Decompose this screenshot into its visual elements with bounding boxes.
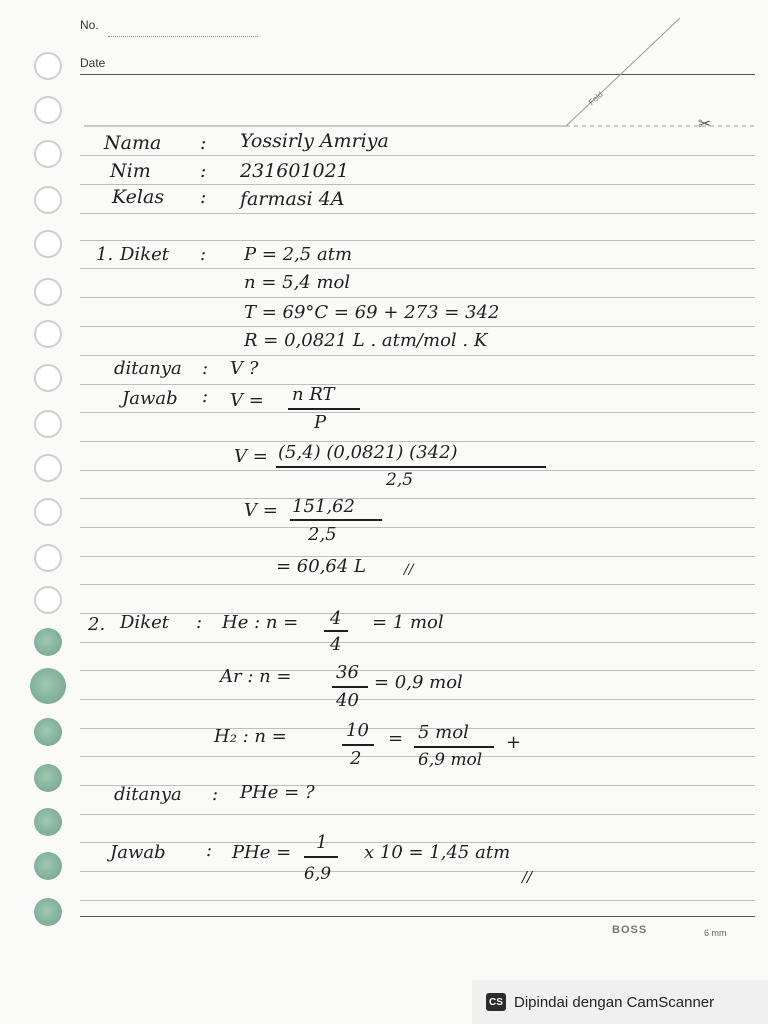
- ruled-line: [80, 213, 755, 214]
- ruled-line: [80, 670, 755, 671]
- binder-hole: [34, 186, 62, 214]
- p2-diket-label: Diket: [120, 612, 169, 633]
- nim-label: Nim: [110, 160, 151, 182]
- p1-diket-sep: :: [200, 244, 207, 265]
- p1-formula-denominator: P: [314, 412, 327, 433]
- p2-ditanya-sep: :: [212, 784, 219, 805]
- ruled-line: [80, 527, 755, 528]
- p1-step1-denominator: 2,5: [386, 470, 414, 490]
- binder-hole: [34, 410, 62, 438]
- p1-jawab-sep: :: [202, 386, 209, 407]
- p2-answer-lhs: PHe =: [232, 842, 292, 863]
- camscanner-logo-icon: CS: [486, 993, 506, 1011]
- class-sep: :: [200, 186, 207, 208]
- binder-hole: [34, 498, 62, 526]
- p2-helium-result: = 1 mol: [372, 612, 444, 633]
- binder-hole: [34, 278, 62, 306]
- binder-hole: [34, 364, 62, 392]
- binder-hole: [34, 586, 62, 614]
- fold-label: Fold: [586, 90, 605, 107]
- no-label: No.: [80, 18, 99, 32]
- p2-hydrogen-numerator: 10: [346, 720, 369, 741]
- p2-hydrogen-result-fraction-bar: [414, 746, 494, 748]
- p1-step2-denominator: 2,5: [308, 524, 337, 545]
- name-label: Nama: [104, 132, 162, 154]
- p1-formula-fraction-bar: [288, 408, 360, 410]
- p2-answer-denominator: 6,9: [304, 864, 332, 884]
- p2-hydrogen-result-denominator: 6,9 mol: [418, 750, 483, 770]
- p2-hydrogen-denominator: 2: [350, 748, 362, 769]
- ruled-line: [80, 184, 755, 185]
- p1-formula-numerator: n RT: [292, 384, 335, 405]
- name-sep: :: [200, 132, 207, 154]
- binder-hole: [34, 852, 62, 880]
- scanner-text: Dipindai dengan CamScanner: [514, 993, 715, 1011]
- p1-step1-numerator: (5,4) (0,0821) (342): [278, 442, 458, 463]
- p1-step1-lhs: V =: [234, 446, 268, 467]
- brand-size: 6 mm: [704, 928, 727, 938]
- class-value: farmasi 4A: [240, 188, 345, 210]
- ruled-line: [80, 268, 755, 269]
- scissors-icon: ✂: [698, 116, 712, 133]
- p2-helium-label: He : n =: [222, 612, 299, 633]
- p2-ditanya-value: PHe = ?: [240, 782, 315, 803]
- p2-helium-numerator: 4: [330, 608, 342, 629]
- ruled-line: [80, 871, 755, 872]
- ruled-line: [80, 470, 755, 471]
- binder-hole: [34, 898, 62, 926]
- p1-gas-constant: R = 0,0821 L . atm/mol . K: [244, 330, 488, 351]
- ruled-line: [80, 355, 755, 356]
- p2-hydrogen-fraction-bar: [342, 744, 374, 746]
- p1-result-mark: //: [404, 562, 414, 578]
- binder-hole: [34, 230, 62, 258]
- p1-temperature: T = 69°C = 69 + 273 = 342: [244, 302, 500, 323]
- scanner-watermark: [472, 980, 768, 1024]
- name-value: Yossirly Amriya: [240, 130, 389, 152]
- ruled-line: [80, 584, 755, 585]
- p2-argon-denominator: 40: [336, 690, 359, 711]
- footer-rule: [80, 916, 755, 917]
- p2-hydrogen-equals: =: [388, 728, 404, 749]
- p1-step2-numerator: 151,62: [292, 496, 355, 517]
- p1-pressure: P = 2,5 atm: [244, 244, 353, 265]
- p2-ditanya-label: ditanya: [114, 784, 182, 805]
- p1-ditanya-label: ditanya: [114, 358, 182, 379]
- binder-hole: [34, 544, 62, 572]
- p2-sum-plus: +: [506, 732, 522, 753]
- nim-sep: :: [200, 160, 207, 182]
- ruled-line: [80, 412, 755, 413]
- ruled-line: [80, 814, 755, 815]
- ruled-line: [80, 900, 755, 901]
- p2-number: 2.: [88, 614, 106, 635]
- ruled-line: [80, 556, 755, 557]
- p1-step2-fraction-bar: [290, 519, 382, 521]
- p1-ditanya-value: V ?: [230, 358, 259, 379]
- p2-jawab-label: Jawab: [110, 842, 166, 863]
- ruled-line: [80, 498, 755, 499]
- p1-moles: n = 5,4 mol: [244, 272, 351, 293]
- p2-answer-numerator: 1: [316, 832, 328, 853]
- date-label: Date: [80, 56, 106, 70]
- p1-result: = 60,64 L: [276, 556, 367, 577]
- p2-diket-sep: :: [196, 612, 203, 633]
- binder-hole: [34, 628, 62, 656]
- p2-helium-fraction-bar: [324, 630, 348, 632]
- p2-helium-denominator: 4: [330, 634, 342, 655]
- p1-step1-fraction-bar: [276, 466, 546, 468]
- p1-number: 1.: [96, 244, 114, 265]
- p1-jawab-label: Jawab: [122, 388, 178, 409]
- class-label: Kelas: [112, 186, 165, 208]
- ruled-line: [80, 155, 755, 156]
- p2-jawab-sep: :: [206, 840, 213, 861]
- binder-hole: [34, 140, 62, 168]
- ruled-line: [80, 384, 755, 385]
- p2-answer-mark: //: [522, 868, 533, 886]
- p2-argon-result: = 0,9 mol: [374, 672, 463, 693]
- p2-argon-numerator: 36: [336, 662, 359, 683]
- ruled-line: [80, 326, 755, 327]
- fold-corner: [0, 0, 768, 140]
- ruled-line: [80, 240, 755, 241]
- ruled-line: [80, 297, 755, 298]
- nim-value: 231601021: [240, 160, 349, 182]
- ruled-line: [80, 699, 755, 700]
- ruled-line: [80, 642, 755, 643]
- p2-argon-fraction-bar: [332, 686, 368, 688]
- p2-argon-label: Ar : n =: [220, 666, 292, 687]
- binder-hole: [34, 454, 62, 482]
- brand-logo: BOSS: [612, 924, 648, 936]
- p2-hydrogen-label: H₂ : n =: [214, 726, 287, 747]
- p2-answer-rest: x 10 = 1,45 atm: [364, 842, 511, 863]
- binder-hole: [34, 764, 62, 792]
- binder-hole: [34, 320, 62, 348]
- p1-step2-lhs: V =: [244, 500, 278, 521]
- p2-hydrogen-result-numerator: 5 mol: [418, 722, 469, 743]
- binder-hole: [30, 668, 66, 704]
- p1-ditanya-sep: :: [202, 358, 209, 379]
- binder-hole: [34, 808, 62, 836]
- p1-diket-label: Diket: [120, 244, 169, 265]
- p2-answer-fraction-bar: [304, 856, 338, 858]
- binder-hole: [34, 718, 62, 746]
- p1-formula-lhs: V =: [230, 390, 264, 411]
